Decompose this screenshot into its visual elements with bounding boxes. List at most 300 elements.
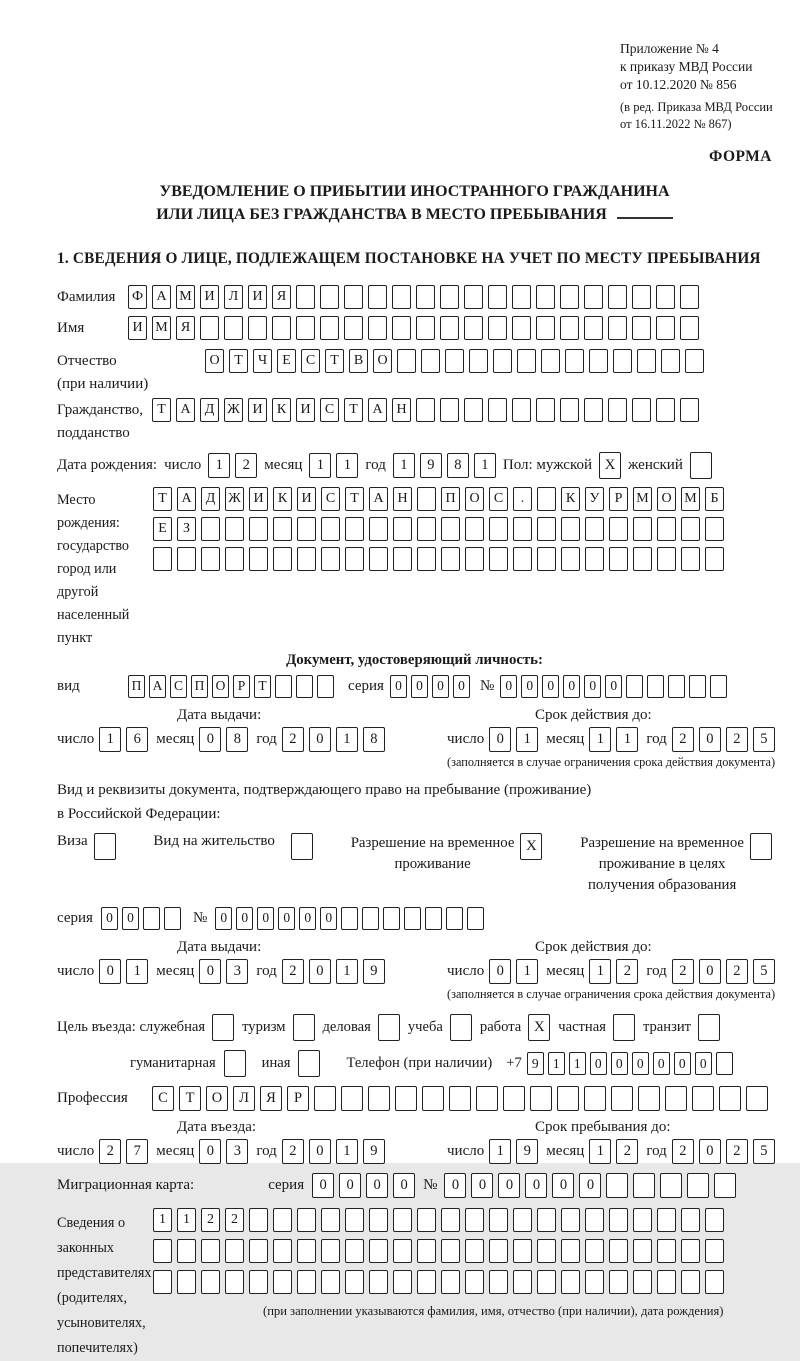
char-cell[interactable]: Ж: [225, 487, 244, 511]
doc-valid-year-cells[interactable]: [672, 727, 775, 752]
char-cell[interactable]: [660, 1173, 682, 1198]
char-cell[interactable]: [345, 1208, 364, 1232]
char-cell[interactable]: Н: [392, 398, 411, 422]
char-cell[interactable]: 0: [199, 727, 221, 752]
char-cell[interactable]: [422, 1086, 444, 1111]
char-cell[interactable]: 2: [235, 453, 257, 478]
char-cell[interactable]: [393, 1270, 412, 1294]
stay-year-cells[interactable]: [672, 1139, 775, 1164]
char-cell[interactable]: [417, 1208, 436, 1232]
char-cell[interactable]: [530, 1086, 552, 1111]
char-cell[interactable]: [201, 547, 220, 571]
char-cell[interactable]: [464, 285, 483, 309]
char-cell[interactable]: [714, 1173, 736, 1198]
char-cell[interactable]: [416, 316, 435, 340]
char-cell[interactable]: [467, 907, 484, 930]
char-cell[interactable]: [212, 1014, 234, 1041]
char-cell[interactable]: [320, 285, 339, 309]
char-cell[interactable]: Я: [176, 316, 195, 340]
char-cell[interactable]: [537, 1208, 556, 1232]
char-cell[interactable]: [665, 1086, 687, 1111]
char-cell[interactable]: [512, 316, 531, 340]
char-cell[interactable]: [608, 398, 627, 422]
char-cell[interactable]: X: [599, 452, 621, 479]
char-cell[interactable]: С: [489, 487, 508, 511]
char-cell[interactable]: [489, 517, 508, 541]
doc-issue-year-cells[interactable]: [282, 727, 385, 752]
char-cell[interactable]: О: [205, 349, 224, 373]
char-cell[interactable]: Н: [393, 487, 412, 511]
char-cell[interactable]: 1: [336, 727, 358, 752]
char-cell[interactable]: [297, 1208, 316, 1232]
char-cell[interactable]: [297, 547, 316, 571]
char-cell[interactable]: 0: [309, 959, 331, 984]
char-cell[interactable]: [321, 517, 340, 541]
char-cell[interactable]: [681, 547, 700, 571]
char-cell[interactable]: [536, 285, 555, 309]
char-cell[interactable]: [273, 1270, 292, 1294]
char-cell[interactable]: [560, 316, 579, 340]
char-cell[interactable]: [200, 316, 219, 340]
char-cell[interactable]: Ч: [253, 349, 272, 373]
char-cell[interactable]: 0: [444, 1173, 466, 1198]
char-cell[interactable]: 0: [498, 1173, 520, 1198]
char-cell[interactable]: [164, 907, 181, 930]
char-cell[interactable]: [465, 547, 484, 571]
char-cell[interactable]: [488, 316, 507, 340]
char-cell[interactable]: В: [349, 349, 368, 373]
char-cell[interactable]: [297, 517, 316, 541]
char-cell[interactable]: [404, 907, 421, 930]
char-cell[interactable]: [681, 1208, 700, 1232]
char-cell[interactable]: К: [273, 487, 292, 511]
char-cell[interactable]: [692, 1086, 714, 1111]
char-cell[interactable]: Л: [233, 1086, 255, 1111]
char-cell[interactable]: [613, 1014, 635, 1041]
checkbox-purpose-humanitarian[interactable]: [224, 1050, 246, 1077]
char-cell[interactable]: [633, 1173, 655, 1198]
char-cell[interactable]: [249, 1270, 268, 1294]
patronymic-cells[interactable]: [205, 349, 704, 373]
doc-number-cells[interactable]: [500, 675, 727, 698]
char-cell[interactable]: 0: [563, 675, 580, 698]
char-cell[interactable]: 2: [282, 1139, 304, 1164]
char-cell[interactable]: 0: [299, 907, 316, 930]
char-cell[interactable]: [395, 1086, 417, 1111]
char-cell[interactable]: 1: [336, 1139, 358, 1164]
char-cell[interactable]: 0: [611, 1052, 628, 1075]
birth-month-cells[interactable]: [309, 453, 358, 478]
char-cell[interactable]: [609, 517, 628, 541]
char-cell[interactable]: [225, 547, 244, 571]
checkbox-purpose-business[interactable]: [378, 1014, 400, 1041]
char-cell[interactable]: [584, 316, 603, 340]
char-cell[interactable]: [606, 1173, 628, 1198]
char-cell[interactable]: [512, 285, 531, 309]
char-cell[interactable]: 3: [226, 1139, 248, 1164]
char-cell[interactable]: [201, 517, 220, 541]
doc-valid-month-cells[interactable]: [589, 727, 638, 752]
doc-issue-day-cells[interactable]: [99, 727, 148, 752]
char-cell[interactable]: 0: [366, 1173, 388, 1198]
char-cell[interactable]: 0: [312, 1173, 334, 1198]
checkbox-purpose-tourism[interactable]: [293, 1014, 315, 1041]
char-cell[interactable]: [633, 1239, 652, 1263]
char-cell[interactable]: 2: [726, 959, 748, 984]
birth-place-row3-cells[interactable]: [153, 547, 724, 571]
char-cell[interactable]: [517, 349, 536, 373]
phone-cells[interactable]: [527, 1052, 733, 1075]
char-cell[interactable]: 0: [699, 959, 721, 984]
char-cell[interactable]: [561, 1270, 580, 1294]
char-cell[interactable]: [541, 349, 560, 373]
char-cell[interactable]: [273, 547, 292, 571]
char-cell[interactable]: 2: [225, 1208, 244, 1232]
char-cell[interactable]: 1: [589, 959, 611, 984]
char-cell[interactable]: [153, 547, 172, 571]
char-cell[interactable]: [143, 907, 160, 930]
legal-rep-row1-cells[interactable]: [153, 1208, 724, 1232]
char-cell[interactable]: [513, 1239, 532, 1263]
char-cell[interactable]: [705, 1239, 724, 1263]
char-cell[interactable]: [341, 907, 358, 930]
char-cell[interactable]: [513, 1208, 532, 1232]
char-cell[interactable]: [585, 1208, 604, 1232]
char-cell[interactable]: Т: [345, 487, 364, 511]
checkbox-purpose-study[interactable]: [450, 1014, 472, 1041]
char-cell[interactable]: Я: [272, 285, 291, 309]
char-cell[interactable]: 1: [548, 1052, 565, 1075]
char-cell[interactable]: [561, 1208, 580, 1232]
char-cell[interactable]: 1: [616, 727, 638, 752]
char-cell[interactable]: К: [272, 398, 291, 422]
char-cell[interactable]: [345, 1239, 364, 1263]
char-cell[interactable]: [613, 349, 632, 373]
checkbox-male[interactable]: [599, 452, 621, 479]
char-cell[interactable]: 1: [153, 1208, 172, 1232]
char-cell[interactable]: [417, 487, 436, 511]
char-cell[interactable]: [272, 316, 291, 340]
char-cell[interactable]: [94, 833, 116, 860]
char-cell[interactable]: О: [373, 349, 392, 373]
char-cell[interactable]: [560, 285, 579, 309]
char-cell[interactable]: [177, 1239, 196, 1263]
char-cell[interactable]: 0: [584, 675, 601, 698]
char-cell[interactable]: П: [128, 675, 145, 698]
char-cell[interactable]: [537, 517, 556, 541]
char-cell[interactable]: Т: [229, 349, 248, 373]
char-cell[interactable]: [273, 1208, 292, 1232]
char-cell[interactable]: М: [152, 316, 171, 340]
char-cell[interactable]: 0: [489, 959, 511, 984]
char-cell[interactable]: [393, 1239, 412, 1263]
char-cell[interactable]: [716, 1052, 733, 1075]
char-cell[interactable]: 1: [589, 1139, 611, 1164]
char-cell[interactable]: 9: [363, 1139, 385, 1164]
char-cell[interactable]: Р: [233, 675, 250, 698]
char-cell[interactable]: Т: [344, 398, 363, 422]
char-cell[interactable]: [417, 1239, 436, 1263]
char-cell[interactable]: [476, 1086, 498, 1111]
char-cell[interactable]: [345, 1270, 364, 1294]
entry-month-cells[interactable]: [199, 1139, 248, 1164]
char-cell[interactable]: [441, 547, 460, 571]
char-cell[interactable]: [584, 398, 603, 422]
char-cell[interactable]: [369, 1270, 388, 1294]
char-cell[interactable]: [609, 547, 628, 571]
char-cell[interactable]: [503, 1086, 525, 1111]
char-cell[interactable]: 2: [282, 727, 304, 752]
char-cell[interactable]: [746, 1086, 768, 1111]
char-cell[interactable]: 1: [177, 1208, 196, 1232]
char-cell[interactable]: 0: [122, 907, 139, 930]
char-cell[interactable]: 9: [527, 1052, 544, 1075]
char-cell[interactable]: [488, 285, 507, 309]
char-cell[interactable]: [249, 1239, 268, 1263]
char-cell[interactable]: 2: [672, 959, 694, 984]
char-cell[interactable]: Р: [609, 487, 628, 511]
char-cell[interactable]: 1: [309, 453, 331, 478]
char-cell[interactable]: 0: [521, 675, 538, 698]
char-cell[interactable]: [273, 1239, 292, 1263]
char-cell[interactable]: 1: [208, 453, 230, 478]
doc-valid-day-cells[interactable]: [489, 727, 538, 752]
char-cell[interactable]: [705, 1208, 724, 1232]
char-cell[interactable]: [561, 517, 580, 541]
char-cell[interactable]: [417, 1270, 436, 1294]
checkbox-purpose-work[interactable]: [528, 1014, 550, 1041]
char-cell[interactable]: [705, 547, 724, 571]
char-cell[interactable]: Т: [153, 487, 172, 511]
char-cell[interactable]: 0: [542, 675, 559, 698]
char-cell[interactable]: Т: [325, 349, 344, 373]
char-cell[interactable]: А: [369, 487, 388, 511]
char-cell[interactable]: С: [152, 1086, 174, 1111]
char-cell[interactable]: И: [200, 285, 219, 309]
char-cell[interactable]: [153, 1239, 172, 1263]
char-cell[interactable]: [637, 349, 656, 373]
char-cell[interactable]: Т: [152, 398, 171, 422]
char-cell[interactable]: 0: [390, 675, 407, 698]
char-cell[interactable]: [633, 1270, 652, 1294]
char-cell[interactable]: [224, 316, 243, 340]
char-cell[interactable]: [296, 675, 313, 698]
char-cell[interactable]: [668, 675, 685, 698]
char-cell[interactable]: [657, 1208, 676, 1232]
char-cell[interactable]: [585, 547, 604, 571]
res-valid-day-cells[interactable]: [489, 959, 538, 984]
char-cell[interactable]: [611, 1086, 633, 1111]
char-cell[interactable]: [632, 316, 651, 340]
char-cell[interactable]: И: [249, 487, 268, 511]
char-cell[interactable]: [561, 547, 580, 571]
char-cell[interactable]: [469, 349, 488, 373]
char-cell[interactable]: [368, 316, 387, 340]
char-cell[interactable]: [344, 285, 363, 309]
char-cell[interactable]: [441, 1208, 460, 1232]
char-cell[interactable]: [369, 517, 388, 541]
char-cell[interactable]: [513, 547, 532, 571]
checkbox-visa[interactable]: [94, 833, 116, 860]
char-cell[interactable]: 0: [215, 907, 232, 930]
char-cell[interactable]: 7: [126, 1139, 148, 1164]
char-cell[interactable]: [465, 517, 484, 541]
char-cell[interactable]: [249, 1208, 268, 1232]
char-cell[interactable]: 0: [199, 959, 221, 984]
char-cell[interactable]: А: [176, 398, 195, 422]
char-cell[interactable]: 1: [489, 1139, 511, 1164]
char-cell[interactable]: [249, 517, 268, 541]
char-cell[interactable]: [609, 1239, 628, 1263]
char-cell[interactable]: [248, 316, 267, 340]
entry-day-cells[interactable]: [99, 1139, 148, 1164]
char-cell[interactable]: [416, 285, 435, 309]
char-cell[interactable]: У: [585, 487, 604, 511]
char-cell[interactable]: [392, 285, 411, 309]
char-cell[interactable]: [449, 1086, 471, 1111]
char-cell[interactable]: 0: [699, 1139, 721, 1164]
checkbox-temp-residence-education[interactable]: [750, 833, 772, 860]
char-cell[interactable]: А: [152, 285, 171, 309]
char-cell[interactable]: С: [301, 349, 320, 373]
char-cell[interactable]: [177, 1270, 196, 1294]
char-cell[interactable]: [657, 1270, 676, 1294]
char-cell[interactable]: [441, 1270, 460, 1294]
char-cell[interactable]: А: [368, 398, 387, 422]
char-cell[interactable]: [298, 1050, 320, 1077]
char-cell[interactable]: 6: [126, 727, 148, 752]
char-cell[interactable]: Т: [254, 675, 271, 698]
char-cell[interactable]: [560, 398, 579, 422]
char-cell[interactable]: [657, 547, 676, 571]
char-cell[interactable]: 2: [616, 1139, 638, 1164]
char-cell[interactable]: 1: [474, 453, 496, 478]
char-cell[interactable]: [393, 1208, 412, 1232]
char-cell[interactable]: 9: [420, 453, 442, 478]
char-cell[interactable]: 1: [569, 1052, 586, 1075]
mig-number-cells[interactable]: [444, 1173, 736, 1198]
char-cell[interactable]: [417, 517, 436, 541]
char-cell[interactable]: [657, 1239, 676, 1263]
char-cell[interactable]: [446, 907, 463, 930]
char-cell[interactable]: [297, 1239, 316, 1263]
char-cell[interactable]: Я: [260, 1086, 282, 1111]
char-cell[interactable]: [440, 398, 459, 422]
char-cell[interactable]: 1: [516, 727, 538, 752]
char-cell[interactable]: [489, 1239, 508, 1263]
char-cell[interactable]: [177, 547, 196, 571]
char-cell[interactable]: [565, 349, 584, 373]
char-cell[interactable]: [705, 517, 724, 541]
res-issue-year-cells[interactable]: [282, 959, 385, 984]
char-cell[interactable]: [397, 349, 416, 373]
char-cell[interactable]: 9: [363, 959, 385, 984]
char-cell[interactable]: М: [176, 285, 195, 309]
char-cell[interactable]: Т: [179, 1086, 201, 1111]
doc-kind-cells[interactable]: [128, 675, 334, 698]
doc-issue-month-cells[interactable]: [199, 727, 248, 752]
res-issue-month-cells[interactable]: [199, 959, 248, 984]
char-cell[interactable]: [681, 517, 700, 541]
char-cell[interactable]: [296, 285, 315, 309]
char-cell[interactable]: З: [177, 517, 196, 541]
char-cell[interactable]: [344, 316, 363, 340]
char-cell[interactable]: [445, 349, 464, 373]
char-cell[interactable]: И: [128, 316, 147, 340]
char-cell[interactable]: [425, 907, 442, 930]
char-cell[interactable]: 5: [753, 1139, 775, 1164]
char-cell[interactable]: [417, 547, 436, 571]
name-cells[interactable]: [128, 316, 699, 340]
char-cell[interactable]: [345, 517, 364, 541]
entry-year-cells[interactable]: [282, 1139, 385, 1164]
char-cell[interactable]: К: [561, 487, 580, 511]
checkbox-purpose-private[interactable]: [613, 1014, 635, 1041]
char-cell[interactable]: 0: [199, 1139, 221, 1164]
char-cell[interactable]: 3: [226, 959, 248, 984]
char-cell[interactable]: [225, 1270, 244, 1294]
char-cell[interactable]: 0: [579, 1173, 601, 1198]
char-cell[interactable]: [421, 349, 440, 373]
char-cell[interactable]: 0: [590, 1052, 607, 1075]
char-cell[interactable]: [557, 1086, 579, 1111]
char-cell[interactable]: [657, 517, 676, 541]
char-cell[interactable]: [321, 1208, 340, 1232]
char-cell[interactable]: [536, 316, 555, 340]
char-cell[interactable]: [632, 285, 651, 309]
checkbox-temp-residence[interactable]: [520, 833, 542, 860]
char-cell[interactable]: Ж: [224, 398, 243, 422]
char-cell[interactable]: 2: [282, 959, 304, 984]
char-cell[interactable]: [685, 349, 704, 373]
char-cell[interactable]: [609, 1208, 628, 1232]
res-valid-month-cells[interactable]: [589, 959, 638, 984]
stay-month-cells[interactable]: [589, 1139, 638, 1164]
char-cell[interactable]: 0: [278, 907, 295, 930]
char-cell[interactable]: И: [248, 285, 267, 309]
char-cell[interactable]: [661, 349, 680, 373]
char-cell[interactable]: [378, 1014, 400, 1041]
char-cell[interactable]: [368, 285, 387, 309]
char-cell[interactable]: [440, 285, 459, 309]
char-cell[interactable]: 5: [753, 959, 775, 984]
char-cell[interactable]: 1: [336, 959, 358, 984]
char-cell[interactable]: [585, 1270, 604, 1294]
char-cell[interactable]: 0: [471, 1173, 493, 1198]
char-cell[interactable]: [369, 1239, 388, 1263]
char-cell[interactable]: [320, 316, 339, 340]
char-cell[interactable]: 8: [226, 727, 248, 752]
char-cell[interactable]: 1: [336, 453, 358, 478]
char-cell[interactable]: [681, 1270, 700, 1294]
char-cell[interactable]: С: [170, 675, 187, 698]
char-cell[interactable]: А: [149, 675, 166, 698]
char-cell[interactable]: [537, 547, 556, 571]
char-cell[interactable]: 0: [632, 1052, 649, 1075]
legal-rep-row2-cells[interactable]: [153, 1239, 724, 1263]
char-cell[interactable]: 0: [453, 675, 470, 698]
char-cell[interactable]: 1: [589, 727, 611, 752]
char-cell[interactable]: 2: [726, 1139, 748, 1164]
stay-day-cells[interactable]: [489, 1139, 538, 1164]
legal-rep-row3-cells[interactable]: [153, 1270, 724, 1294]
char-cell[interactable]: [536, 398, 555, 422]
char-cell[interactable]: [314, 1086, 336, 1111]
char-cell[interactable]: 8: [363, 727, 385, 752]
birth-place-row1-cells[interactable]: [153, 487, 724, 511]
char-cell[interactable]: [513, 517, 532, 541]
char-cell[interactable]: [656, 398, 675, 422]
